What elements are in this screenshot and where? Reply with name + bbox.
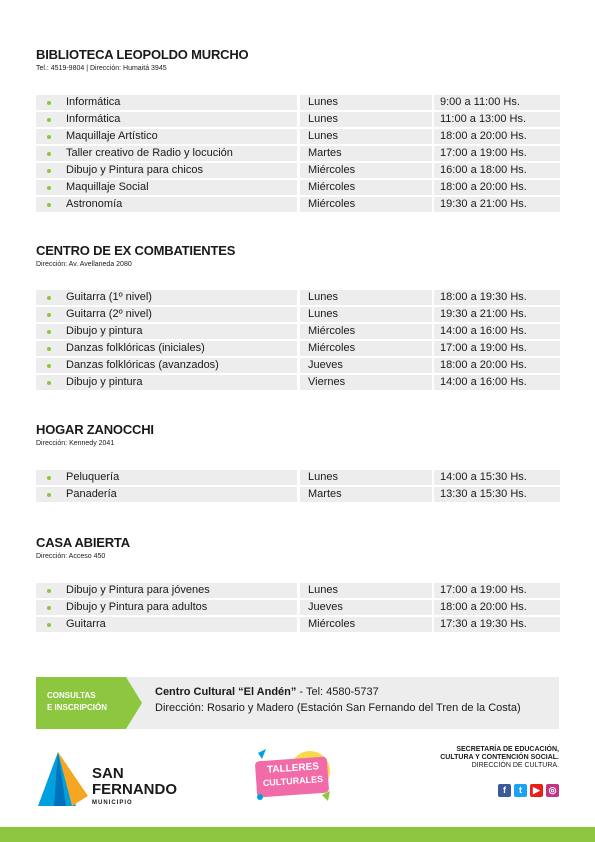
day: Martes bbox=[300, 146, 432, 161]
talleres-line2: CULTURALES bbox=[262, 773, 324, 789]
bullet-icon bbox=[47, 476, 51, 480]
day: Lunes bbox=[300, 307, 432, 322]
activity: Taller creativo de Radio y locución bbox=[66, 147, 233, 159]
table-row bbox=[36, 599, 560, 616]
activity: Guitarra (1º nivel) bbox=[66, 291, 152, 303]
bullet-icon bbox=[47, 118, 51, 122]
day: Miércoles bbox=[300, 617, 432, 632]
bullet-icon bbox=[47, 606, 51, 610]
bullet-icon bbox=[47, 493, 51, 497]
time: 17:00 a 19:00 Hs. bbox=[440, 147, 527, 159]
bullet-icon bbox=[47, 364, 51, 368]
day: Miércoles bbox=[300, 163, 432, 178]
day: Lunes bbox=[300, 129, 432, 144]
section-subtitle: Tel.: 4519-9804 | Dirección: Humaitá 3945 bbox=[36, 65, 167, 72]
schedule-table bbox=[36, 289, 560, 391]
activity: Maquillaje Artístico bbox=[66, 130, 158, 142]
center-phone: - Tel: 4580-5737 bbox=[296, 686, 379, 698]
activity: Astronomía bbox=[66, 198, 123, 210]
table-row bbox=[36, 469, 560, 486]
table-row bbox=[36, 340, 560, 357]
time: 17:30 a 19:30 Hs. bbox=[440, 618, 527, 630]
time: 14:00 a 16:00 Hs. bbox=[440, 325, 527, 337]
table-row bbox=[36, 582, 560, 599]
instagram-icon[interactable]: ◎ bbox=[546, 784, 559, 797]
center-name: Centro Cultural “El Andén” bbox=[155, 686, 297, 698]
arrow-right-icon bbox=[126, 677, 142, 729]
table-row bbox=[36, 306, 560, 323]
activity: Danzas folklóricas (iniciales) bbox=[66, 342, 205, 354]
table-row bbox=[36, 486, 560, 503]
bullet-icon bbox=[47, 169, 51, 173]
activity: Dibujo y pintura bbox=[66, 376, 143, 388]
bullet-icon bbox=[47, 623, 51, 627]
time: 13:30 a 15:30 Hs. bbox=[440, 488, 527, 500]
section-subtitle: Dirección: Acceso 450 bbox=[36, 553, 106, 560]
secretaria-line3: DIRECCIÓN DE CULTURA. bbox=[471, 762, 559, 769]
activity: Guitarra bbox=[66, 618, 106, 630]
day: Viernes bbox=[300, 375, 432, 390]
time: 17:00 a 19:00 Hs. bbox=[440, 584, 527, 596]
time: 9:00 a 11:00 Hs. bbox=[440, 96, 520, 108]
logo-line1: SAN bbox=[92, 765, 124, 782]
secretaria-line1: SECRETARÍA DE EDUCACIÓN, bbox=[456, 746, 559, 753]
bullet-icon bbox=[47, 381, 51, 385]
activity: Guitarra (2º nivel) bbox=[66, 308, 152, 320]
section-biblioteca bbox=[36, 47, 560, 210]
bullet-icon bbox=[47, 101, 51, 105]
day: Martes bbox=[300, 487, 432, 502]
time: 19:30 a 21:00 Hs. bbox=[440, 308, 527, 320]
day: Lunes bbox=[300, 95, 432, 110]
table-row bbox=[36, 357, 560, 374]
time: 11:00 a 13:00 Hs. bbox=[440, 113, 527, 125]
logo-line2: FERNANDO bbox=[92, 781, 177, 798]
day: Lunes bbox=[300, 112, 432, 127]
activity: Dibujo y Pintura para adultos bbox=[66, 601, 208, 613]
activity: Maquillaje Social bbox=[66, 181, 149, 193]
bullet-icon bbox=[47, 296, 51, 300]
logo-sub: MUNICIPIO bbox=[92, 800, 133, 806]
bottom-bar bbox=[0, 827, 595, 842]
day: Miércoles bbox=[300, 180, 432, 195]
bullet-icon bbox=[47, 313, 51, 317]
day: Lunes bbox=[300, 470, 432, 485]
talleres-line1: TALLERES bbox=[266, 761, 320, 776]
table-row bbox=[36, 323, 560, 340]
table-row bbox=[36, 111, 560, 128]
center-address: Dirección: Rosario y Madero (Estación San Fernando del Tren de la Costa) bbox=[155, 702, 521, 714]
section-title: CASA ABIERTA bbox=[36, 535, 130, 550]
day: Lunes bbox=[300, 583, 432, 598]
bullet-icon bbox=[47, 152, 51, 156]
section-title: HOGAR ZANOCCHI bbox=[36, 422, 154, 437]
time: 18:00 a 20:00 Hs. bbox=[440, 181, 527, 193]
section-title: BIBLIOTECA LEOPOLDO MURCHO bbox=[36, 47, 249, 62]
secretaria-text bbox=[359, 746, 559, 770]
bullet-icon bbox=[47, 135, 51, 139]
activity: Informática bbox=[66, 96, 121, 108]
table-row bbox=[36, 162, 560, 179]
day: Lunes bbox=[300, 290, 432, 305]
table-row bbox=[36, 616, 560, 633]
bullet-icon bbox=[47, 186, 51, 190]
time: 16:00 a 18:00 Hs. bbox=[440, 164, 527, 176]
table-row bbox=[36, 94, 560, 111]
activity: Informática bbox=[66, 113, 121, 125]
contact-box bbox=[36, 677, 559, 729]
day: Jueves bbox=[300, 358, 432, 373]
time: 18:00 a 20:00 Hs. bbox=[440, 130, 527, 142]
table-row bbox=[36, 289, 560, 306]
secretaria-line2: CULTURA Y CONTENCIÓN SOCIAL. bbox=[440, 754, 559, 761]
day: Miércoles bbox=[300, 341, 432, 356]
table-row bbox=[36, 128, 560, 145]
youtube-icon[interactable]: ▶ bbox=[530, 784, 543, 797]
section-subtitle: Dirección: Av. Avellaneda 2080 bbox=[36, 261, 132, 268]
table-row bbox=[36, 179, 560, 196]
bullet-icon bbox=[47, 347, 51, 351]
day: Miércoles bbox=[300, 324, 432, 339]
section-casa-abierta bbox=[36, 535, 560, 630]
san-fernando-logo bbox=[36, 750, 186, 810]
activity: Panadería bbox=[66, 488, 117, 500]
section-hogar-zanocchi bbox=[36, 422, 560, 500]
time: 14:00 a 16:00 Hs. bbox=[440, 376, 527, 388]
day: Jueves bbox=[300, 600, 432, 615]
schedule-table bbox=[36, 469, 560, 503]
facebook-icon[interactable]: f bbox=[498, 784, 511, 797]
social-icons bbox=[495, 784, 559, 798]
contact-tag bbox=[36, 677, 126, 729]
bullet-icon bbox=[47, 589, 51, 593]
section-ex-combatientes bbox=[36, 243, 560, 388]
section-subtitle: Dirección: Kennedy 2041 bbox=[36, 440, 115, 447]
time: 18:00 a 20:00 Hs. bbox=[440, 601, 527, 613]
activity: Dibujo y pintura bbox=[66, 325, 143, 337]
activity: Dibujo y Pintura para chicos bbox=[66, 164, 203, 176]
schedule-table bbox=[36, 94, 560, 213]
bullet-icon bbox=[47, 203, 51, 207]
table-row bbox=[36, 196, 560, 213]
twitter-icon[interactable]: t bbox=[514, 784, 527, 797]
section-title: CENTRO DE EX COMBATIENTES bbox=[36, 243, 236, 258]
schedule-table bbox=[36, 582, 560, 633]
activity: Peluquería bbox=[66, 471, 120, 483]
day: Miércoles bbox=[300, 197, 432, 212]
time: 14:00 a 15:30 Hs. bbox=[440, 471, 527, 483]
sail-logo-icon bbox=[36, 752, 88, 808]
table-row bbox=[36, 145, 560, 162]
table-row bbox=[36, 374, 560, 391]
contact-tag-line1: CONSULTAS bbox=[47, 691, 96, 700]
activity: Dibujo y Pintura para jóvenes bbox=[66, 584, 210, 596]
time: 17:00 a 19:00 Hs. bbox=[440, 342, 527, 354]
time: 19:30 a 21:00 Hs. bbox=[440, 198, 527, 210]
activity: Danzas folklóricas (avanzados) bbox=[66, 359, 219, 371]
time: 18:00 a 20:00 Hs. bbox=[440, 359, 527, 371]
contact-tag-line2: E INSCRIPCIÓN bbox=[47, 703, 108, 712]
talleres-culturales-logo bbox=[252, 745, 332, 805]
bullet-icon bbox=[47, 330, 51, 334]
time: 18:00 a 19:30 Hs. bbox=[440, 291, 527, 303]
